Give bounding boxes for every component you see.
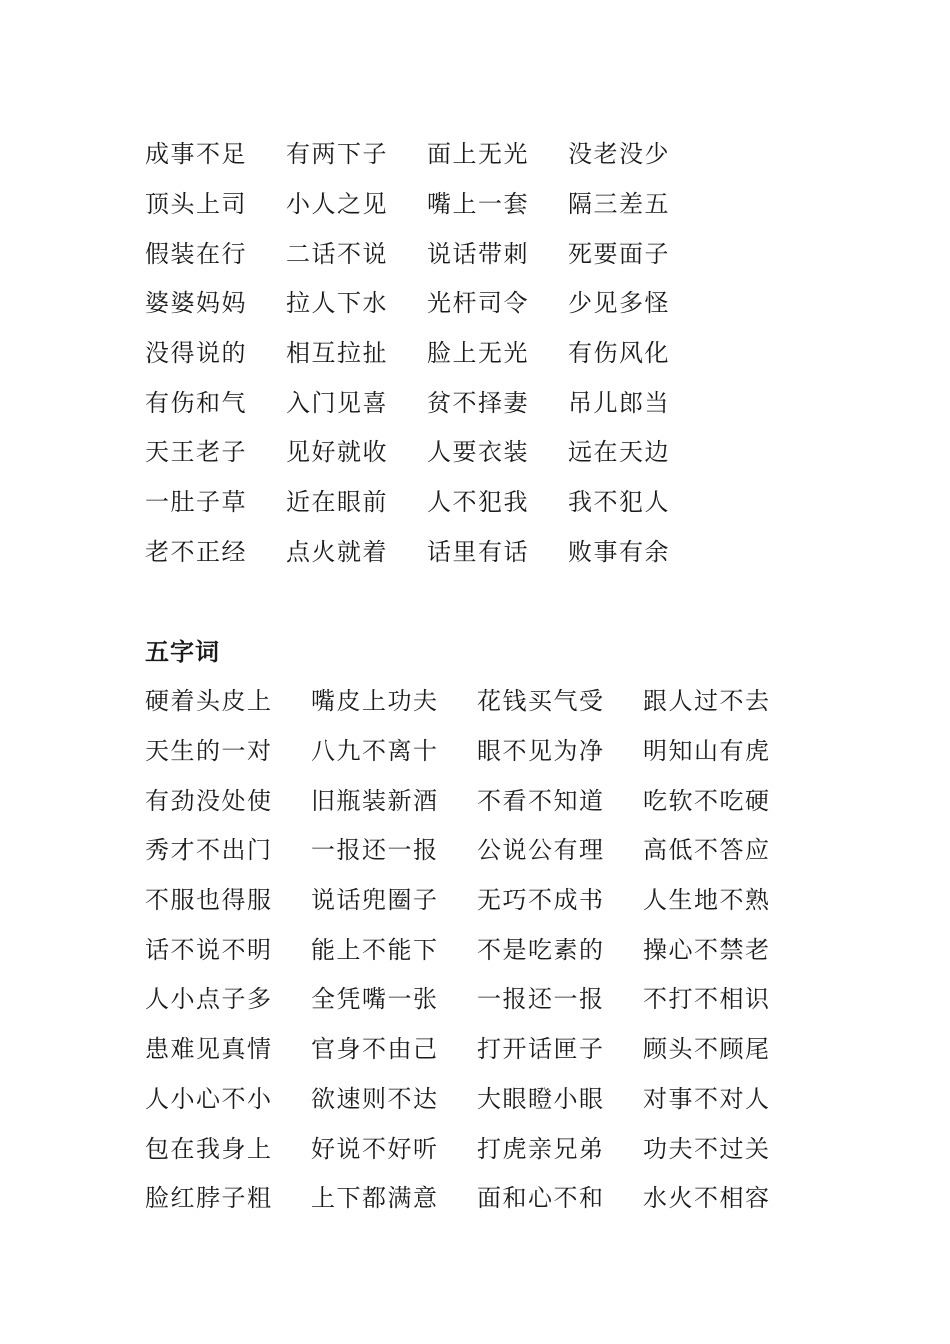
word-item: 话里有话 [427, 537, 529, 566]
word-item: 打虎亲兄弟 [477, 1134, 605, 1163]
word-row [145, 1022, 809, 1072]
word-item: 见好就收 [286, 438, 388, 467]
word-item: 贫不择妻 [427, 388, 529, 417]
word-item: 隔三差五 [568, 190, 670, 219]
word-item: 有伤和气 [145, 388, 247, 417]
word-item: 不看不知道 [477, 786, 605, 815]
word-item: 一肚子草 [145, 488, 247, 517]
word-item: 包在我身上 [145, 1134, 273, 1163]
word-row [145, 177, 709, 227]
word-item: 天生的一对 [145, 737, 273, 766]
word-item: 不服也得服 [145, 886, 273, 915]
word-item: 硬着头皮上 [145, 687, 273, 716]
word-item: 一报还一报 [311, 836, 439, 865]
word-item: 对事不对人 [643, 1084, 771, 1113]
word-item: 大眼瞪小眼 [477, 1084, 605, 1113]
word-item: 婆婆妈妈 [145, 289, 247, 318]
four-char-word-list [145, 127, 709, 574]
word-item: 说话带刺 [427, 239, 529, 268]
word-item: 天王老子 [145, 438, 247, 467]
word-item: 二话不说 [286, 239, 388, 268]
word-row [145, 525, 709, 575]
word-item: 我不犯人 [568, 488, 670, 517]
word-item: 嘴上一套 [427, 190, 529, 219]
word-item: 顾头不顾尾 [643, 1035, 771, 1064]
word-item: 患难见真情 [145, 1035, 273, 1064]
word-item: 说话兜圈子 [311, 886, 439, 915]
word-item: 全凭嘴一张 [311, 985, 439, 1014]
word-item: 有劲没处使 [145, 786, 273, 815]
word-item: 入门见喜 [286, 388, 388, 417]
word-item: 嘴皮上功夫 [311, 687, 439, 716]
word-item: 点火就着 [286, 537, 388, 566]
word-item: 顶头上司 [145, 190, 247, 219]
word-item: 光杆司令 [427, 289, 529, 318]
word-row [145, 475, 709, 525]
word-item: 小人之见 [286, 190, 388, 219]
word-item: 打开话匣子 [477, 1035, 605, 1064]
word-item: 欲速则不达 [311, 1084, 439, 1113]
word-item: 远在天边 [568, 438, 670, 467]
word-item: 人生地不熟 [643, 886, 771, 915]
word-item: 上下都满意 [311, 1184, 439, 1213]
word-item: 旧瓶装新酒 [311, 786, 439, 815]
word-item: 面和心不和 [477, 1184, 605, 1213]
word-item: 没得说的 [145, 339, 247, 368]
word-item: 吊儿郎当 [568, 388, 670, 417]
word-item: 八九不离十 [311, 737, 439, 766]
word-item: 高低不答应 [643, 836, 771, 865]
word-item: 明知山有虎 [643, 737, 771, 766]
word-item: 面上无光 [427, 140, 529, 169]
word-item: 公说公有理 [477, 836, 605, 865]
section-heading-five-char: 五字词 [145, 638, 220, 666]
word-item: 有两下子 [286, 140, 388, 169]
five-char-word-list [145, 674, 809, 1221]
word-row [145, 375, 709, 425]
word-item: 话不说不明 [145, 935, 273, 964]
word-row [145, 276, 709, 326]
word-item: 没老没少 [568, 140, 670, 169]
word-item: 吃软不吃硬 [643, 786, 771, 815]
word-item: 操心不禁老 [643, 935, 771, 964]
word-row [145, 425, 709, 475]
word-row [145, 226, 709, 276]
word-row [145, 1072, 809, 1122]
word-item: 眼不见为净 [477, 737, 605, 766]
word-item: 不是吃素的 [477, 935, 605, 964]
word-item: 败事有余 [568, 537, 670, 566]
word-item: 人小点子多 [145, 985, 273, 1014]
word-row [145, 326, 709, 376]
word-item: 人小心不小 [145, 1084, 273, 1113]
word-row [145, 724, 809, 774]
word-item: 死要面子 [568, 239, 670, 268]
word-item: 能上不能下 [311, 935, 439, 964]
word-row [145, 127, 709, 177]
word-item: 功夫不过关 [643, 1134, 771, 1163]
word-item: 拉人下水 [286, 289, 388, 318]
word-item: 跟人过不去 [643, 687, 771, 716]
word-item: 秀才不出门 [145, 836, 273, 865]
word-item: 少见多怪 [568, 289, 670, 318]
word-item: 成事不足 [145, 140, 247, 169]
word-item: 脸上无光 [427, 339, 529, 368]
word-item: 无巧不成书 [477, 886, 605, 915]
word-item: 假装在行 [145, 239, 247, 268]
word-row [145, 773, 809, 823]
word-item: 好说不好听 [311, 1134, 439, 1163]
word-item: 有伤风化 [568, 339, 670, 368]
word-row [145, 1121, 809, 1171]
word-row [145, 972, 809, 1022]
word-row [145, 922, 809, 972]
word-item: 人不犯我 [427, 488, 529, 517]
word-item: 近在眼前 [286, 488, 388, 517]
word-row [145, 873, 809, 923]
word-item: 一报还一报 [477, 985, 605, 1014]
word-item: 水火不相容 [643, 1184, 771, 1213]
word-row [145, 823, 809, 873]
word-item: 官身不由己 [311, 1035, 439, 1064]
word-item: 人要衣装 [427, 438, 529, 467]
word-row [145, 1171, 809, 1221]
word-item: 相互拉扯 [286, 339, 388, 368]
word-row [145, 674, 809, 724]
word-item: 老不正经 [145, 537, 247, 566]
word-item: 花钱买气受 [477, 687, 605, 716]
word-item: 不打不相识 [643, 985, 771, 1014]
word-item: 脸红脖子粗 [145, 1184, 273, 1213]
